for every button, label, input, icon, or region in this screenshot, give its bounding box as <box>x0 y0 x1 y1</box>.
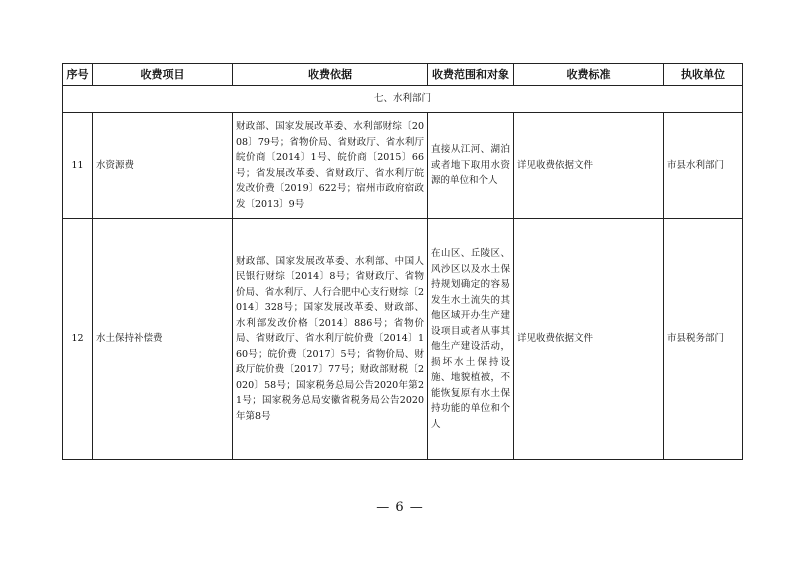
fee-item: 水资源费 <box>93 113 233 219</box>
fee-scope: 直接从江河、湖泊或者地下取用水资源的单位和个人 <box>428 113 514 219</box>
fee-item: 水土保持补偿费 <box>93 219 233 460</box>
header-standard: 收费标准 <box>514 64 664 86</box>
row-number: 11 <box>63 113 93 219</box>
fee-scope: 在山区、丘陵区、风沙区以及水土保持规划确定的容易发生水土流失的其他区域开办生产建设项目或者从事其他生产建设活动，损坏水土保持设施、地貌植被，不能恢复原有水土保持功能的单位和个人 <box>428 219 514 460</box>
header-no: 序号 <box>63 64 93 86</box>
fee-basis: 财政部、国家发展改革委、水利部、中国人民银行财综〔2014〕8号；省财政厅、省物价局、省水利厅、人行合肥中心支行财综〔2014〕328号；国家发展改革委、财政部、水利部发改价格〔2014〕886号；省物价局、省财政厅、省水利厅皖价费〔2014〕160号；皖价费〔2017〕5号；省物价局、财政厅皖价费〔2017〕77号；财政部财税〔2020〕58号；国家税务总局公告2020年第21号；国家税务总局安徽省税务局公告2020年第8号 <box>233 219 428 460</box>
fee-standard: 详见收费依据文件 <box>514 219 664 460</box>
collecting-unit: 市县水利部门 <box>664 113 743 219</box>
section-row <box>63 86 743 113</box>
fee-standard: 详见收费依据文件 <box>514 113 664 219</box>
header-basis: 收费依据 <box>233 64 428 86</box>
collecting-unit: 市县税务部门 <box>664 219 743 460</box>
header-scope: 收费范围和对象 <box>428 64 514 86</box>
fee-basis: 财政部、国家发展改革委、水利部财综〔2008〕79号；省物价局、省财政厅、省水利厅皖价商〔2014〕1号、皖价商〔2015〕66号；省发展改革委、省财政厅、省水利厅皖发改价费〔2019〕622号；宿州市政府宿政发〔2013〕9号 <box>233 113 428 219</box>
table-row <box>63 113 743 219</box>
header-item: 收费项目 <box>93 64 233 86</box>
page-number: — 6 — <box>376 500 424 515</box>
header-unit: 执收单位 <box>664 64 743 86</box>
row-number: 12 <box>63 219 93 460</box>
section-title: 七、水利部门 <box>63 86 743 113</box>
table-header-row <box>63 64 743 86</box>
table-row <box>63 219 743 460</box>
fee-table <box>62 63 743 460</box>
